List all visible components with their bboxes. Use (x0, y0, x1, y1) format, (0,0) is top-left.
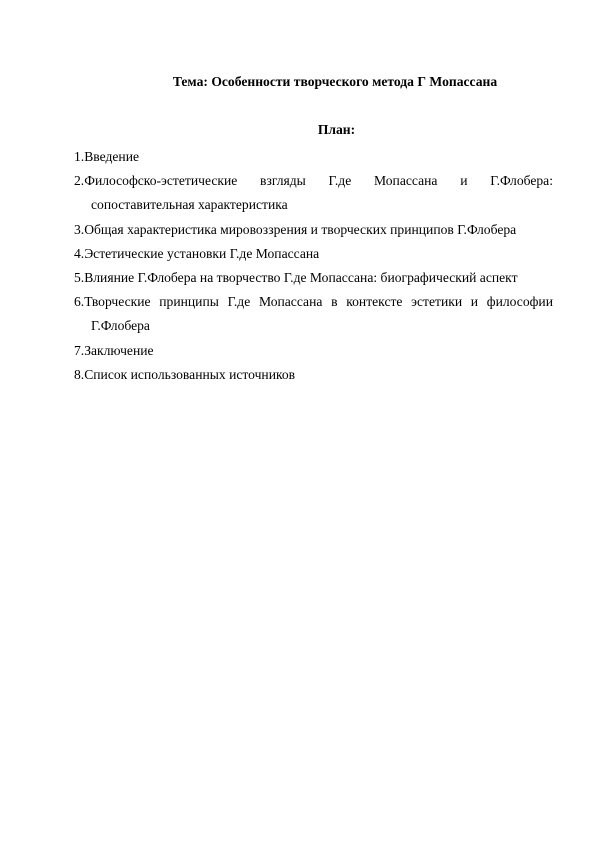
plan-item-text: Общая характеристика мировоззрения и творческих принципов Г.Флобера (84, 221, 517, 237)
plan-item-number: 1. (74, 149, 85, 164)
plan-item-text: Эстетические установки Г.де Мопассана (84, 245, 320, 261)
plan-item-8 (74, 363, 553, 387)
document-title: Тема: Особенности творческого метода Г Мопассана (172, 74, 498, 89)
plan-item-4 (74, 242, 553, 266)
plan-item-7 (74, 339, 553, 363)
plan-item-6 (74, 290, 553, 338)
plan-item-2 (74, 169, 553, 217)
plan-list (74, 145, 553, 387)
plan-item-number: 6. (74, 294, 85, 310)
plan-item-1 (74, 145, 553, 169)
plan-item-text: Влияние Г.Флобера на творчество Г.де Мопассана: биографический аспект (84, 270, 518, 286)
plan-item-number: 3. (74, 221, 85, 237)
plan-item-number: 4. (74, 245, 85, 261)
plan-item-text: Философско-эстетические взгляды Г.де Мопассана и Г.Флобера: сопоставительная характеристика (84, 173, 553, 213)
plan-heading: План: (317, 122, 356, 137)
plan-item-number: 2. (74, 173, 85, 189)
plan-item-text: Заключение (84, 342, 154, 358)
plan-item-5 (74, 266, 553, 290)
plan-item-number: 5. (74, 270, 85, 286)
plan-item-text: Творческие принципы Г.де Мопассана в контексте эстетики и философии Г.Флобера (84, 294, 553, 334)
plan-item-text: Список использованных источников (84, 366, 296, 382)
plan-item-number: 8. (74, 366, 85, 382)
plan-item-3 (74, 218, 553, 242)
plan-item-text: Введение (84, 149, 139, 164)
plan-item-number: 7. (74, 342, 85, 358)
